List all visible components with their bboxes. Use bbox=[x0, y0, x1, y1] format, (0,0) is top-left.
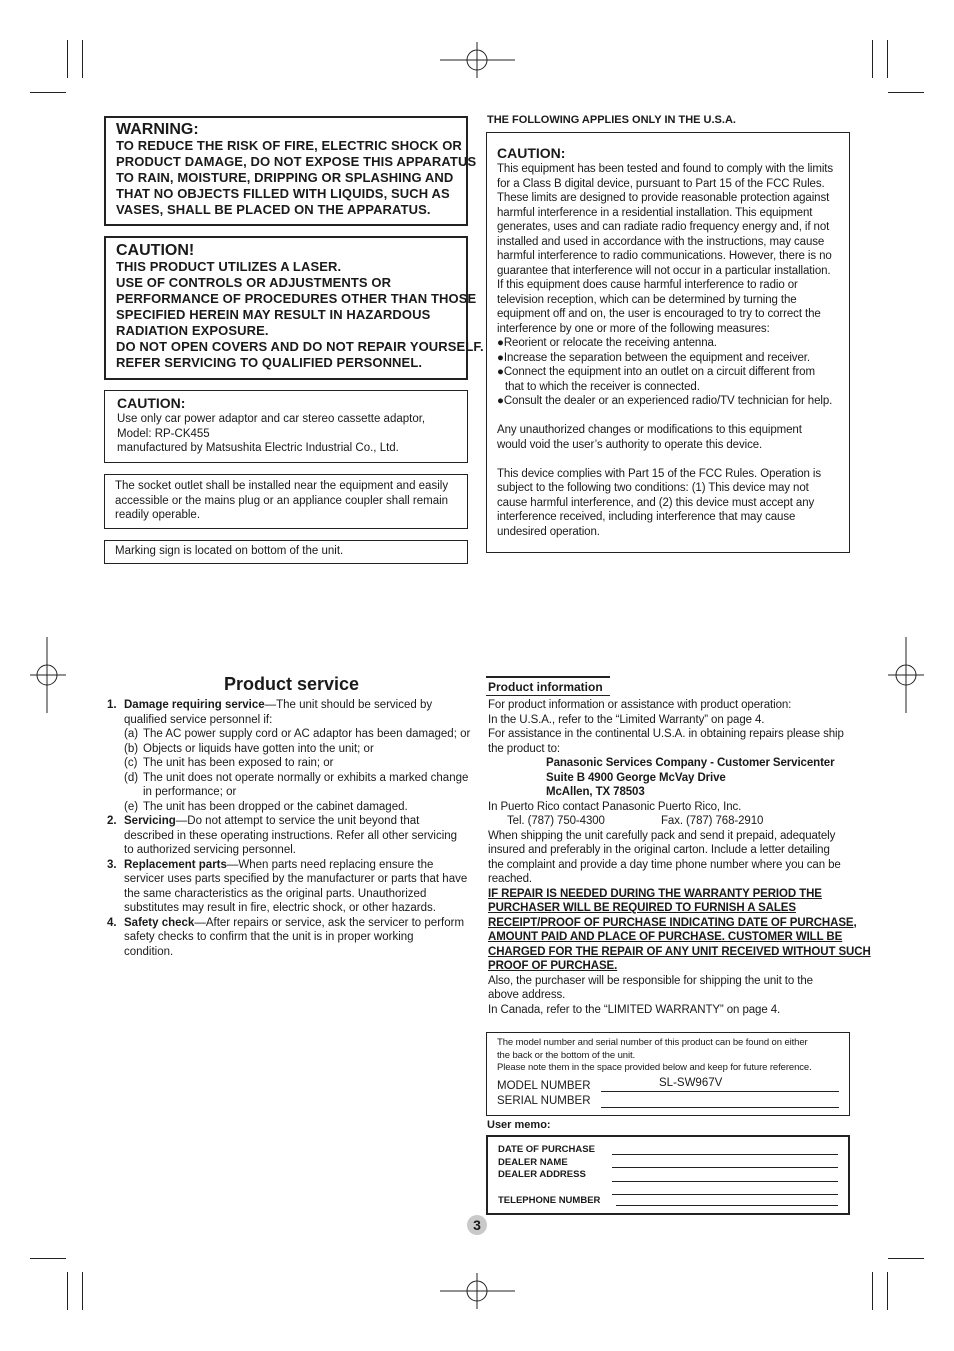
service-item-4: 4. Safety check—After repairs or service, ask the servicer to perform safety checks to confirm that the unit is in proper working condition. bbox=[107, 916, 465, 958]
service-item-1e: (e) The unit has been dropped or the cabinet damaged. bbox=[124, 800, 408, 813]
dealer-address-label: DEALER ADDRESS bbox=[498, 1169, 586, 1180]
model-serial-notice: The model number and serial number of this product can be found on either the back or the bottom of the unit. Please note them in the space provided below and keep for future reference. bbox=[497, 1037, 812, 1073]
adaptor-caution-box bbox=[104, 390, 468, 463]
socket-notice-text: The socket outlet shall be installed near the equipment and easily accessible or the mains plug or an appliance coupler shall remain readily operable. bbox=[115, 480, 449, 521]
service-item-3: 3. Replacement parts—When parts need replacing ensure the servicer uses parts specified by the manufacturer or parts that have the same characteristics as the original parts. Unauthorized substitutes may result in fire, electric shock, or other hazards. bbox=[107, 858, 468, 914]
user-memo-box bbox=[486, 1135, 850, 1215]
dealer-address-line-1 bbox=[612, 1181, 838, 1182]
adaptor-caution-title: CAUTION: bbox=[117, 395, 186, 411]
warning-title: WARNING: bbox=[116, 121, 199, 138]
service-address: Panasonic Services Company - Customer Servicenter Suite B 4900 George McVay Drive McAllen, TX 78503 bbox=[546, 757, 835, 798]
product-information-text: For product information or assistance with product operation: In the U.S.A., refer to the “Limited Warranty” on page 4. For assistance in the continental U.S.A. in obtaining repairs please ship the product to: Panasonic Services Company - Customer Servicenter Suite B 4900 George McVay Drive McAllen, TX 78503 In Puerto Rico contact Panasonic Puerto Rico, Inc. Tel. (787) 750-4300 Fax. (787) 768-2910 When shipping the unit carefully pack and send it prepaid, adequately insured and preferably in the original carton. Include a letter detailing the complaint and provide a day time phone number where you can be reached. IF REPAIR IS NEEDED DURING THE WARRANTY PERIOD THE PURCHASER WILL BE REQUIRED TO FURNISH A SALES RECEIPT/PROOF OF PURCHASE INDICATING DATE OF PURCHASE, AMOUNT PAID AND PLACE OF PURCHASE. CUSTOMER WILL BE CHARGED FOR THE REPAIR OF ANY UNIT RECEIVED WITHOUT SUCH PROOF OF PURCHASE. Also, the purchaser will be responsible for shipping the unit to the above address. In Canada, refer to the “LIMITED WARRANTY” on page 4. bbox=[488, 699, 871, 1016]
adaptor-caution-text: Use only car power adaptor and car stereo cassette adaptor, Model: RP-CK455 manufactured by Matsushita Electric Industrial Co., Ltd. bbox=[117, 413, 426, 454]
fcc-caution-text: This equipment has been tested and found to comply with the limits for a Class B digital device, pursuant to Part 15 of the FCC Rules. These limits are designed to provide reasonable protection against harmful interference in a residential installation. This equipment generates, uses and can radiate radio frequency energy and, if not installed and used in accordance with the instructions, may cause harmful interference to radio communications. However, there is no guarantee that interference will not occur in a particular installation. If this equipment does cause harmful interference to radio or television reception, which can be determined by turning the equipment off and on, the user is encouraged to try to correct the interference by one or more of the following measures: ●Reorient or relocate the receiving antenna. ●Increase the separation between the equipment and receiver. ●Connect the equipment into an outlet on a circuit different from that to which the receiver is connected. ●Consult the dealer or an experienced radio/TV technician for help. Any unauthorized changes or modifications to this equipment would void the user’s authority to operate this device. This device complies with Part 15 of the FCC Rules. Operation is subject to the following two conditions: (1) This device may not cause harmful interference, and (2) this device must accept any interference received, including interference that may cause undesired operation. bbox=[497, 163, 834, 538]
warning-box bbox=[104, 116, 477, 226]
telephone-number-label: TELEPHONE NUMBER bbox=[498, 1195, 601, 1206]
user-memo-title: User memo: bbox=[487, 1119, 551, 1131]
service-item-2: 2. Servicing—Do not attempt to service the unit beyond that described in these operating instructions. Refer all other servicing to authorized servicing personnel. bbox=[107, 815, 458, 856]
fcc-heading: THE FOLLOWING APPLIES ONLY IN THE U.S.A. bbox=[487, 114, 736, 126]
service-item-1a: (a) The AC power supply cord or AC adaptor has been damaged; or bbox=[124, 728, 471, 740]
laser-caution-text: THIS PRODUCT UTILIZES A LASER. USE OF CONTROLS OR ADJUSTMENTS OR PERFORMANCE OF PROCEDURES OTHER THAN THOSE SPECIFIED HEREIN MAY RESULT IN HAZARDOUS RADIATION EXPOSURE. DO NOT OPEN COVERS AND DO NOT REPAIR YOURSELF. REFER SERVICING TO QUALIFIED PERSONNEL. bbox=[116, 259, 484, 370]
fcc-caution-title: CAUTION: bbox=[497, 145, 566, 161]
product-service-list bbox=[107, 698, 472, 959]
model-number-line bbox=[601, 1091, 839, 1092]
date-of-purchase-label: DATE OF PURCHASE bbox=[498, 1144, 595, 1155]
model-serial-box bbox=[486, 1032, 850, 1116]
service-item-1c: (c) The unit has been exposed to rain; or bbox=[124, 757, 334, 769]
laser-caution-box bbox=[104, 236, 484, 380]
model-number-label: MODEL NUMBER bbox=[497, 1080, 591, 1092]
marking-notice-text: Marking sign is located on bottom of the unit. bbox=[115, 545, 344, 557]
service-item-1: 1. Damage requiring service—The unit should be serviced by qualified service personnel if: bbox=[107, 699, 433, 726]
product-information-title: Product information bbox=[486, 676, 610, 696]
model-number-value: SL-SW967V bbox=[659, 1077, 723, 1089]
service-item-1b: (b) Objects or liquids have gotten into the unit; or bbox=[124, 742, 374, 755]
page-number-badge bbox=[467, 1215, 487, 1235]
laser-caution-title: CAUTION! bbox=[116, 242, 195, 259]
product-service-title: Product service bbox=[224, 674, 360, 694]
dealer-name-label: DEALER NAME bbox=[498, 1157, 568, 1168]
telephone-number-line bbox=[616, 1205, 838, 1206]
service-item-1d: (d) The unit does not operate normally or exhibits a marked change in performance; or bbox=[124, 771, 469, 798]
puerto-rico-phone: Tel. (787) 750-4300 Fax. (787) 768-2910 bbox=[507, 815, 764, 827]
serial-number-line bbox=[601, 1107, 839, 1108]
page-number: 3 bbox=[473, 1217, 481, 1233]
socket-notice-box bbox=[104, 474, 468, 529]
warranty-notice: IF REPAIR IS NEEDED DURING THE WARRANTY PERIOD THE PURCHASER WILL BE REQUIRED TO FURNISH A SALES RECEIPT/PROOF OF PURCHASE INDICATING DATE OF PURCHASE, AMOUNT PAID AND PLACE OF PURCHASE. CUSTOMER WILL BE CHARGED FOR THE REPAIR OF ANY UNIT RECEIVED WITHOUT SUCH PROOF OF PURCHASE. bbox=[488, 887, 871, 972]
dealer-name-line bbox=[612, 1167, 838, 1168]
warning-text: TO REDUCE THE RISK OF FIRE, ELECTRIC SHOCK OR PRODUCT DAMAGE, DO NOT EXPOSE THIS APPARATUS TO RAIN, MOISTURE, DRIPPING OR SPLASHING AND THAT NO OBJECTS FILLED WITH LIQUIDS, SUCH AS VASES, SHALL BE PLACED ON THE APPARATUS. bbox=[116, 138, 477, 217]
date-of-purchase-line bbox=[612, 1154, 838, 1155]
marking-notice-box bbox=[104, 540, 468, 564]
fcc-caution-box bbox=[486, 132, 850, 553]
serial-number-label: SERIAL NUMBER bbox=[497, 1095, 591, 1107]
dealer-address-line-2 bbox=[612, 1194, 838, 1195]
